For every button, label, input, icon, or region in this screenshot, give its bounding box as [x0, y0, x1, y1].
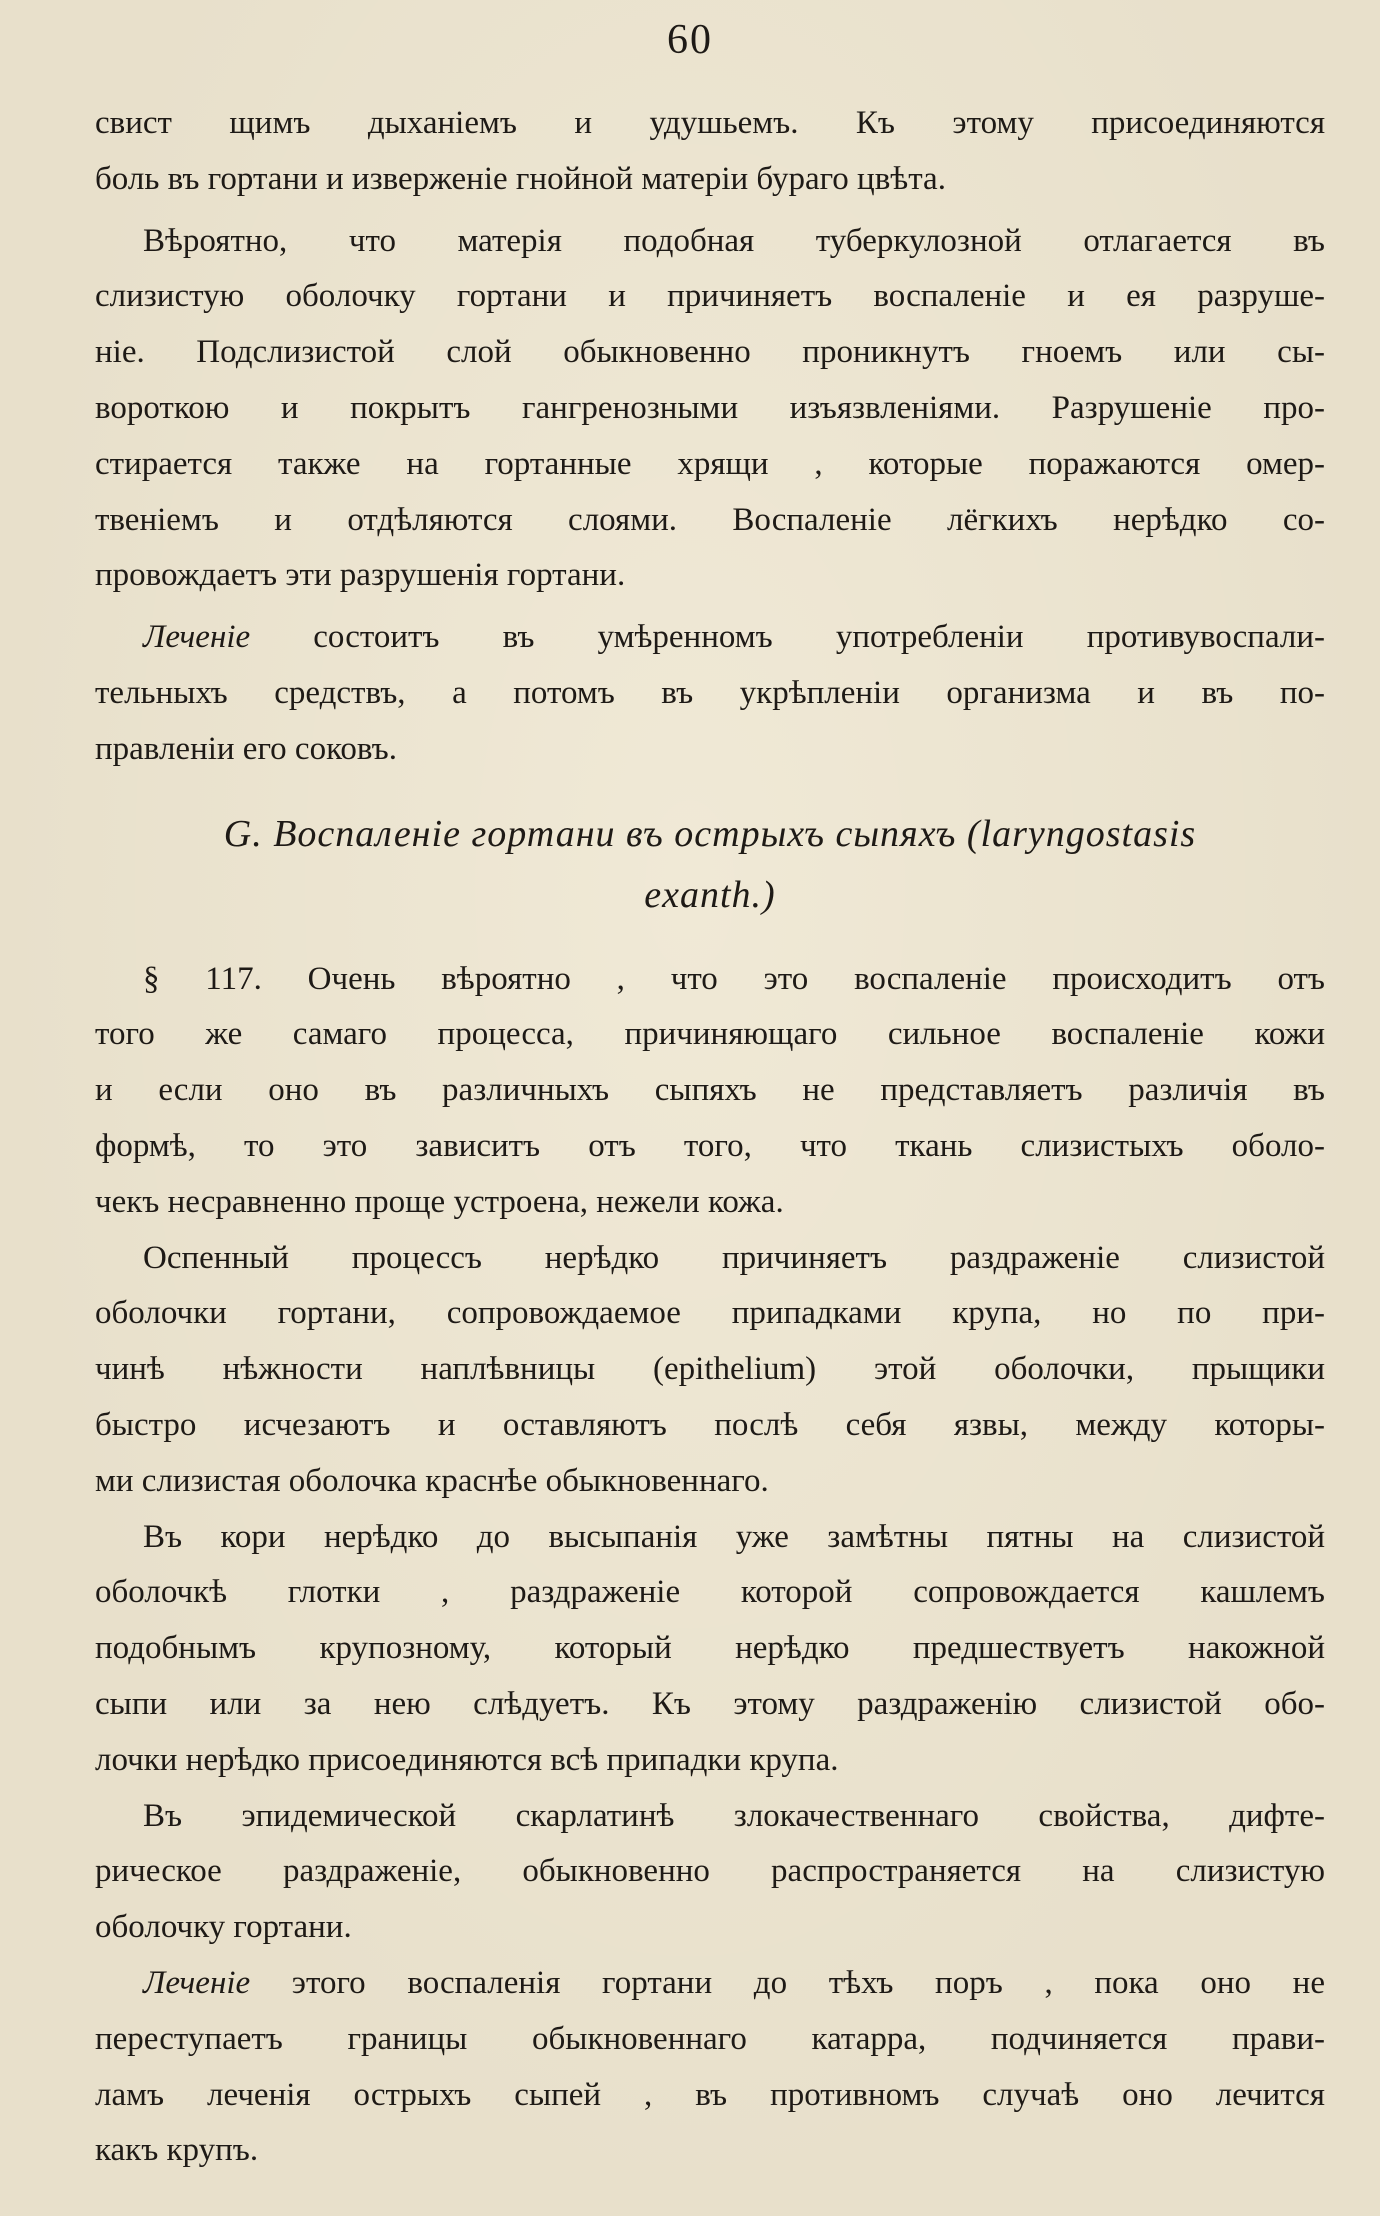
line-rest: этого воспаленія гортани до тѣхъ поръ , пока оно не [250, 1964, 1325, 2001]
text-line: оболочку гортани. [95, 1909, 352, 1946]
text-line: тельныхъ средствъ, а потомъ въ укрѣпленіи организма и въ по- [95, 674, 1325, 711]
text-line: быстро исчезаютъ и оставляютъ послѣ себя язвы, между которы- [95, 1406, 1325, 1443]
text-line: ми слизистая оболочка краснѣе обыкновеннаго. [95, 1462, 769, 1499]
text-line: ніе. Подслизистой слой обыкновенно проникнутъ гноемъ или сы- [95, 334, 1325, 371]
page-number: 60 [667, 17, 713, 63]
text-line: формѣ, то это зависитъ отъ того, что ткань слизистыхъ оболо- [95, 1127, 1325, 1164]
text-line: чекъ несравненно проще устроена, нежели кожа. [95, 1183, 784, 1220]
text-line: и если оно въ различныхъ сыпяхъ не представляетъ различія въ [95, 1072, 1325, 1109]
text-line: чинѣ нѣжности наплѣвницы (epithelium) этой оболочки, прыщики [95, 1351, 1325, 1388]
text-line: стирается также на гортанные хрящи , которые поражаются омер- [95, 445, 1325, 482]
lead-word: Леченіе [143, 1964, 251, 2001]
text-line: слизистую оболочку гортани и причиняетъ воспаленіе и ея разруше- [95, 278, 1325, 315]
text-line: оболочки гортани, сопровождаемое припадками крупа, но по при- [95, 1295, 1325, 1332]
text-line: подобнымъ крупозному, который нерѣдко предшествуетъ накожной [95, 1630, 1325, 1667]
text-line: сыпи или за нею слѣдуетъ. Къ этому раздраженію слизистой обо- [95, 1685, 1325, 1722]
section-heading-cont: exanth.) [644, 873, 776, 916]
line-rest: состоитъ въ умѣренномъ употребленіи противувоспали- [250, 619, 1325, 656]
text-line: Оспенный процессъ нерѣдко причиняетъ раздраженіе слизистой [143, 1239, 1325, 1276]
text-line: Вѣроятно, что матерія подобная туберкулозной отлагается въ [143, 222, 1325, 259]
text-line: ламъ леченія острыхъ сыпей , въ противномъ случаѣ оно лечится [95, 2076, 1325, 2113]
section-heading: G. Воспаленіе гортани въ острыхъ сыпяхъ (laryngostasis [223, 812, 1197, 855]
text-line: § 117. Очень вѣроятно , что это воспаленіе происходитъ отъ [143, 960, 1325, 997]
text-line: того же самаго процесса, причиняющаго сильное воспаленіе кожи [95, 1016, 1325, 1053]
text-line: оболочкѣ глотки , раздраженіе которой сопровождается кашлемъ [95, 1574, 1325, 1611]
text-line: боль въ гортани и изверженіе гнойной матеріи бураго цвѣта. [95, 160, 946, 197]
text-line: переступаетъ границы обыкновеннаго катарра, подчиняется прави- [95, 2020, 1325, 2057]
text-line: провождаетъ эти разрушенія гортани. [95, 557, 626, 594]
text-line: твеніемъ и отдѣляются слоями. Воспаленіе лёгкихъ нерѣдко со- [95, 501, 1325, 538]
text-line: правленіи его соковъ. [95, 730, 397, 767]
text-line: какъ крупъ. [95, 2132, 259, 2169]
text-line [95, 610, 1325, 666]
page-body [95, 96, 1325, 2179]
text-line: рическое раздраженіе, обыкновенно распространяется на слизистую [95, 1853, 1325, 1890]
text-line [95, 1956, 1325, 2012]
text-line: вороткою и покрытъ гангренозными изъязвленіями. Разрушеніе про- [95, 389, 1325, 426]
text-line: лочки нерѣдко присоединяются всѣ припадки крупа. [95, 1741, 839, 1778]
lead-word: Леченіе [143, 619, 251, 656]
text-line: Въ эпидемической скарлатинѣ злокачественнаго свойства, дифте- [143, 1797, 1325, 1834]
text-line: Въ кори нерѣдко до высыпанія уже замѣтны пятны на слизистой [143, 1518, 1325, 1555]
text-line: свист щимъ дыханіемъ и удушьемъ. Къ этому присоединяются [95, 105, 1325, 141]
